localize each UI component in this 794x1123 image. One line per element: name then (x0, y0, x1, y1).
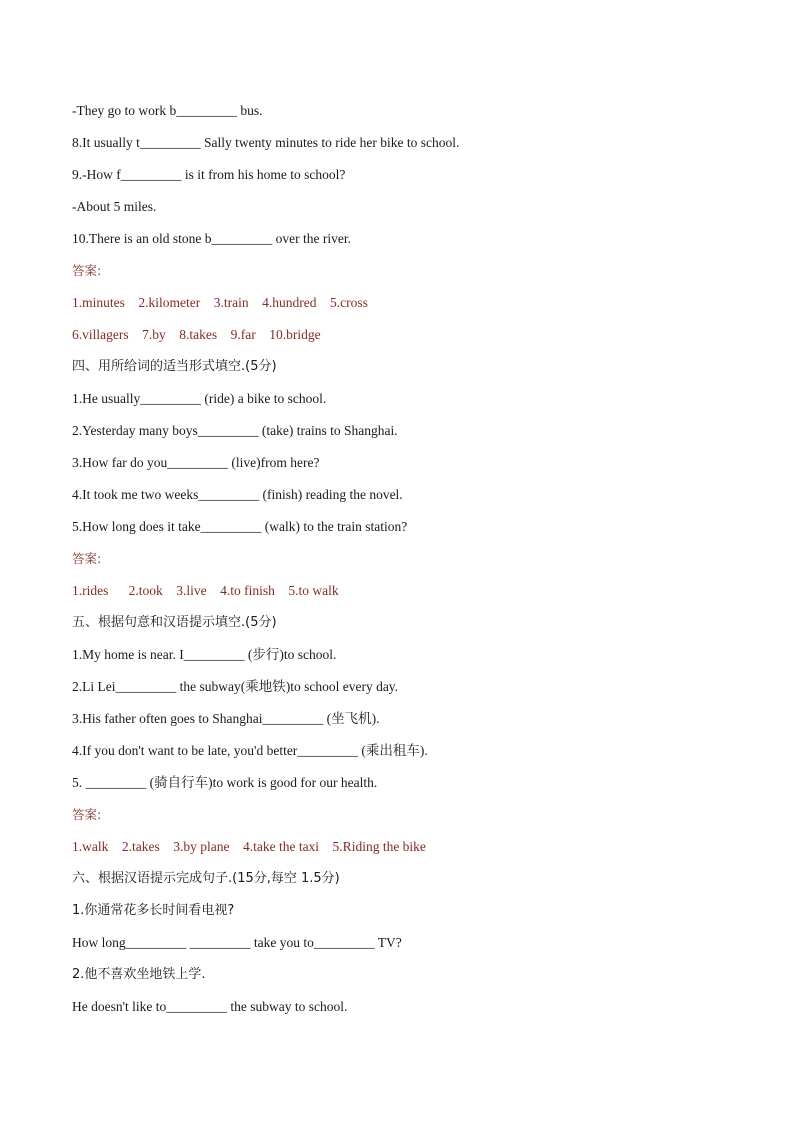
question-line: 2.Yesterday many boys_________ (take) trains to Shanghai. (72, 423, 398, 438)
section-heading: 四、用所给词的适当形式填空.(5分) (72, 359, 277, 374)
answer-line: 1.rides 2.took 3.live 4.to finish 5.to walk (72, 583, 339, 598)
question-line: 2.Li Lei_________ the subway(乘地铁)to school every day. (72, 679, 399, 694)
answer-label: 答案: (72, 263, 102, 278)
answer-line: 1.walk 2.takes 3.by plane 4.take the taxi 5.Riding the bike (72, 839, 426, 854)
question-line: 8.It usually t_________ Sally twenty minutes to ride her bike to school. (72, 135, 460, 150)
answer-line: 6.villagers 7.by 8.takes 9.far 10.bridge (72, 327, 321, 342)
answer-label: 答案: (72, 807, 102, 822)
question-line: -About 5 miles. (72, 199, 157, 214)
question-line: 9.-How f_________ is it from his home to school? (72, 167, 346, 182)
question-line: -They go to work b_________ bus. (72, 103, 263, 118)
question-line: 4.It took me two weeks_________ (finish) reading the novel. (72, 487, 403, 502)
answer-line: 1.minutes 2.kilometer 3.train 4.hundred 5.cross (72, 295, 368, 310)
question-line: 1.He usually_________ (ride) a bike to school. (72, 391, 327, 406)
question-line: He doesn't like to_________ the subway to school. (72, 999, 348, 1014)
worksheet-page (72, 100, 732, 1028)
question-line: 4.If you don't want to be late, you'd better_________ (乘出租车). (72, 743, 428, 758)
question-line: How long_________ _________ take you to_________ TV? (72, 935, 402, 950)
chinese-prompt: 2.他不喜欢坐地铁上学. (72, 967, 206, 982)
section-heading: 六、根据汉语提示完成句子.(15分,每空 1.5分) (72, 871, 340, 886)
section-heading: 五、根据句意和汉语提示填空.(5分) (72, 615, 277, 630)
question-line: 3.How far do you_________ (live)from here? (72, 455, 320, 470)
answer-label: 答案: (72, 551, 102, 566)
question-line: 1.My home is near. I_________ (步行)to school. (72, 647, 337, 662)
question-line: 5.How long does it take_________ (walk) to the train station? (72, 519, 408, 534)
chinese-prompt: 1.你通常花多长时间看电视? (72, 903, 235, 918)
question-line: 10.There is an old stone b_________ over the river. (72, 231, 351, 246)
question-line: 5. _________ (骑自行车)to work is good for our health. (72, 775, 378, 790)
question-line: 3.His father often goes to Shanghai_________ (坐飞机). (72, 711, 380, 726)
